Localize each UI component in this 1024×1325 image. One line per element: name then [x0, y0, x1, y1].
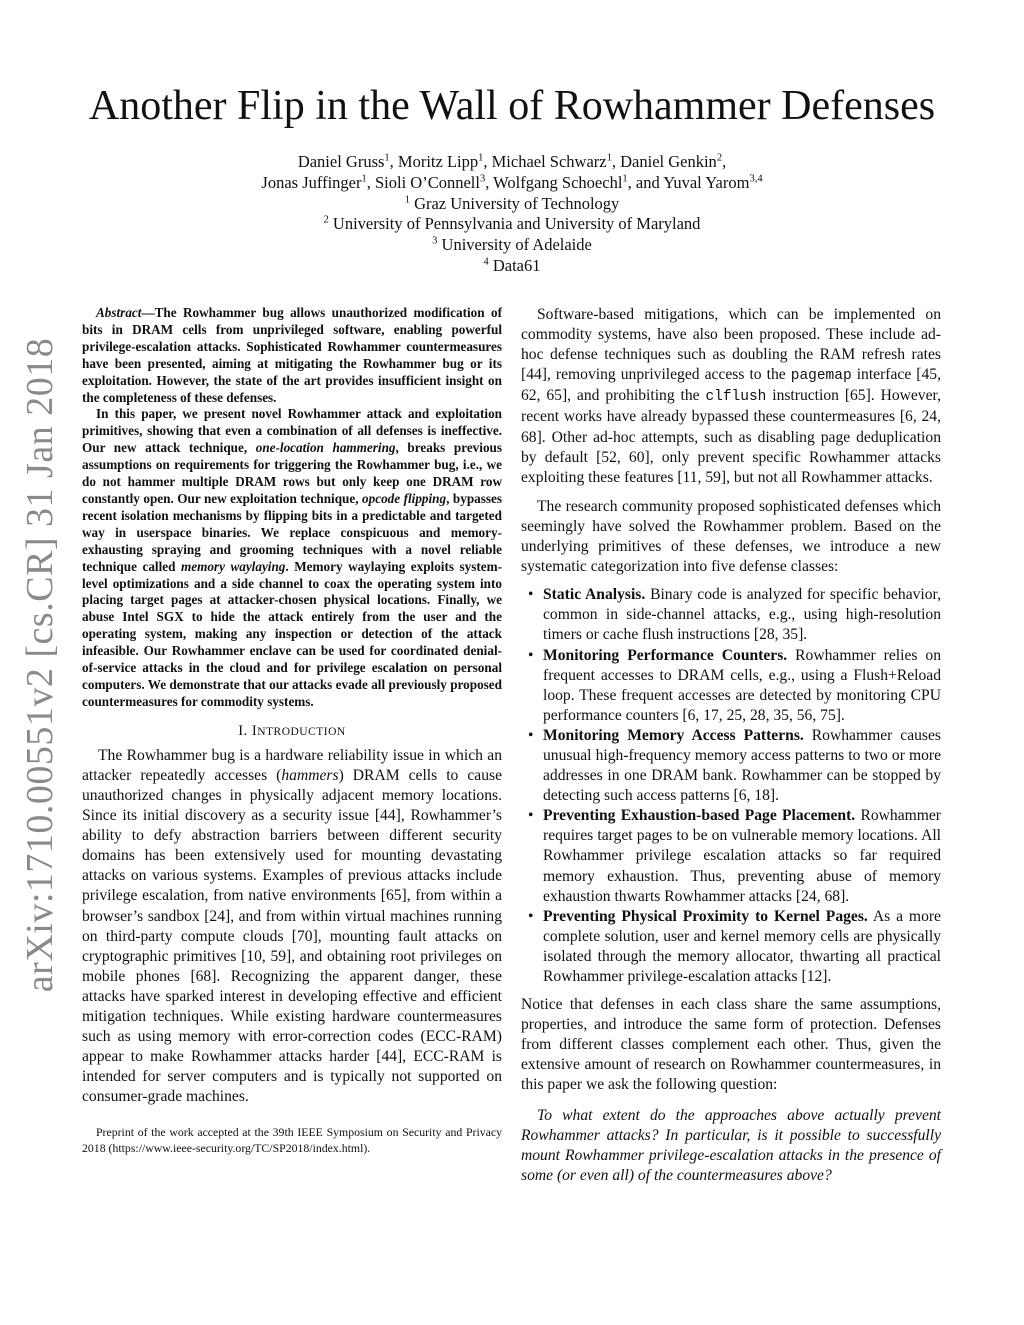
- and-word: and: [635, 172, 660, 192]
- author-line-1: Daniel Gruss$^1$, Moritz Lipp$^1$, Michael Schwarz$^1$, Daniel Genkin$^2$,: [297, 152, 727, 171]
- paper-title: Another Flip in the Wall of Rowhammer Defenses: [88, 83, 936, 129]
- affiliation-number: 4: [483, 256, 489, 268]
- author-block: [0, 152, 1024, 277]
- code-pagemap: pagemap: [790, 368, 852, 385]
- author-line-2: Jonas Juffinger$^1$, Sioli O’Connell$^3$, Wolfgang Schoechl$^1$, and Yuval Yarom$^{3,4}$: [261, 172, 763, 192]
- affiliation-line: [0, 235, 1024, 256]
- research-question: To what extent do the approaches above actually prevent Rowhammer attacks? In particular, is it possible to successfully mount Rowhammer privilege-escalation attacks in the presence of some (or even all) of the countermeasures above?: [521, 1106, 941, 1184]
- affiliation-number: 2: [323, 214, 329, 226]
- author-affiliation-mark: 1: [361, 173, 367, 185]
- mitigations-paragraph: [521, 305, 941, 488]
- abstract: [82, 305, 502, 711]
- preprint-footnote: Preprint of the work accepted at the 39th IEEE Symposium on Security and Privacy 2018 (https://www.ieee-security.org/TC/SP2018/index.html).: [82, 1125, 502, 1155]
- list-item: [521, 585, 941, 645]
- body-text: ) DRAM cells to cause unauthorized changes in physically adjacent memory locations. Since its initial discovery as a security issue [44], Rowhammer’s ability to defy abstraction barriers between different security domains has been extensively used for mounting devastating attacks on various systems. Examples of previous attacks include privilege escalation, from native environments [65], from within a browser’s sandbox [24], and from within virtual machines running on third-party compute clouds [70], mounting fault attacks on cryptographic primitives [10, 59], and obtaining root privileges on mobile phones [68]. Recognizing the apparent danger, these attacks have sparked interest in developing effective and efficient mitigation techniques. While existing hardware countermeasures such as using memory with error-correction codes (ECC-RAM) appear to make Rowhammer attacks harder [44], ECC-RAM is intended for server computers and is typically not supported on consumer-grade machines.: [82, 766, 502, 1106]
- affiliation-name: University of Pennsylvania and University of Maryland: [332, 214, 701, 234]
- section-title-rest: NTRODUCTION: [257, 725, 346, 738]
- author-affiliation-mark: 1: [606, 152, 612, 164]
- abstract-text: . Memory waylaying exploits system-level optimizations and a side channel to coax the operating system into placing target pages at attacker-chosen physical locations. Finally, we abuse Intel SGX to hide the attack entirely from the user and the operating system, making any inspection or detection of the attack infeasible. Our Rowhammer enclave can be used for coordinated denial-of-service attacks in the cloud and for privilege escalation on personal computers. We demonstrate that our attacks evade all previously proposed countermeasures for commodity systems.: [82, 558, 502, 709]
- right-column: [521, 305, 941, 1202]
- affiliation-name: Graz University of Technology: [414, 193, 620, 213]
- abstract-text: , bypasses recent isolation mechanisms by flipping bits in a predictable and targeted way in userspace binaries. We replace conspicuous and memory-exhausting spraying and grooming techniques with a novel reliable technique called: [82, 490, 502, 574]
- bullet-glyph: •: [528, 646, 534, 664]
- bullet-glyph: •: [528, 807, 534, 825]
- affiliation-name: Data61: [492, 255, 541, 275]
- term-hammers: hammers: [281, 766, 339, 784]
- affiliation-line: [0, 256, 1024, 277]
- list-item-text: Rowhammer causes unusual high-frequency memory access patterns to two or more addresses in one DRAM bank. Rowhammer can be stopped by detecting such access patterns [6, 18].: [543, 726, 941, 805]
- author-affiliation-mark: 1: [384, 152, 390, 164]
- affiliation-number: 3: [432, 235, 438, 247]
- body-text: Software-based mitigations, which can be implemented on commodity systems, have also been proposed. These include ad-hoc defense techniques such as doubling the RAM refresh rates [44], removing unprivileged access to the: [521, 306, 941, 384]
- abstract-paragraph-2: [82, 406, 502, 710]
- list-item-heading: Preventing Exhaustion-based Page Placement.: [543, 807, 856, 825]
- author-name: Daniel Gruss: [297, 152, 385, 171]
- intro-paragraph-1: [82, 746, 502, 1108]
- bullet-glyph: •: [528, 907, 534, 925]
- section-title-initial: I: [251, 722, 258, 739]
- section-number: I.: [238, 722, 248, 739]
- abstract-paragraph-1: [82, 305, 502, 406]
- author-name: Sioli O’Connell: [374, 172, 480, 192]
- author-name: Daniel Genkin: [620, 152, 717, 171]
- list-item-text: As a more complete solution, user and kernel memory cells are physically isolated through the memory allocator, thwarting all practical Rowhammer privilege-escalation attacks [12].: [543, 907, 941, 985]
- bullet-glyph: •: [528, 726, 534, 744]
- affiliation-name: University of Adelaide: [441, 235, 592, 255]
- research-community-paragraph: The research community proposed sophisticated defenses which seemingly have solved the Rowhammer problem. Based on the underlying primitives of these defenses, we introduce a new systematic categorization into five defense classes:: [521, 497, 941, 576]
- code-clflush: clflush: [705, 389, 767, 406]
- body-text: interface [45, 62, 65], and prohibiting the: [521, 366, 941, 405]
- term-memory-waylaying: memory waylaying: [180, 558, 286, 574]
- author-affiliation-mark: 2: [716, 152, 723, 164]
- term-opcode-flipping: opcode flipping: [362, 490, 447, 506]
- defense-classes-list: [521, 585, 941, 987]
- affiliation-line: [0, 214, 1024, 235]
- list-item: [521, 907, 941, 987]
- author-name: Michael Schwarz: [491, 152, 607, 171]
- author-affiliation-mark: 1: [478, 152, 484, 164]
- body-text: instruction [65]. However, recent works have already bypassed these countermeasures [6, 24, 68]. Other ad-hoc attempts, such as disabling page deduplication by default [52, 60], only prevent specific Rowhammer attacks exploiting these features [11, 59], but not all Rowhammer attacks.: [521, 387, 941, 486]
- arxiv-stamp-text: arXiv:1710.00551v2 [cs.CR] 31 Jan 2018: [19, 337, 61, 993]
- bullet-glyph: •: [528, 586, 534, 604]
- author-affiliation-mark: 3: [479, 173, 486, 185]
- list-item-heading: Preventing Physical Proximity to Kernel Pages.: [543, 907, 868, 925]
- left-column: [82, 305, 502, 1168]
- list-item-text: Rowhammer requires target pages to be on vulnerable memory locations. All Rowhammer privilege escalation attacks so far required memory exhaustion. Thus, preventing abuse of memory exhaustion thwarts Rowhammer attacks [24, 68].: [543, 807, 941, 905]
- list-item-heading: Monitoring Memory Access Patterns.: [543, 726, 804, 744]
- author-name: Wolfgang Schoechl: [493, 172, 623, 192]
- author-name: Yuval Yarom: [663, 172, 750, 192]
- abstract-text: , breaks previous assumptions on requirements for triggering the Rowhammer bug, i.e., we do not hammer multiple DRAM rows but only keep one DRAM row constantly open. Our new exploitation technique,: [82, 440, 503, 506]
- notice-paragraph: Notice that defenses in each class share the same assumptions, properties, and introduce the same form of protection. Defenses from different classes complement each other. Thus, given the extensive amount of research on Rowhammer countermeasures, in this paper we ask the following question:: [521, 996, 941, 1094]
- list-item-text: Rowhammer relies on frequent accesses to DRAM cells, e.g., using a Flush+Reload loop. These frequent accesses are detected by monitoring CPU performance counters [6, 17, 25, 28, 35, 56, 75].: [543, 646, 942, 724]
- affiliation-number: 1: [404, 194, 410, 206]
- list-item: [521, 806, 941, 906]
- body-text: The Rowhammer bug is a hardware reliability issue in which an attacker repeatedly accesses (: [82, 746, 502, 784]
- list-item-text: Binary code is analyzed for specific behavior, common in side-channel attacks, e.g., using high-resolution timers or cache flush instructions [28, 35].: [543, 586, 942, 644]
- abstract-label: Abstract: [96, 305, 142, 320]
- list-item-heading: Static Analysis.: [543, 586, 646, 604]
- abstract-text: In this paper, we present novel Rowhammer attack and exploitation primitives, showing that even a combination of all defenses is ineffective. Our new attack technique,: [82, 406, 502, 456]
- author-affiliation-mark: 3,4: [749, 173, 763, 185]
- abstract-text: —The Rowhammer bug allows unauthorized modification of bits in DRAM cells from unprivileged software, enabling powerful privilege-escalation attacks. Sophisticated Rowhammer countermeasures have been presented, aiming at mitigating the Rowhammer bug or its exploitation. However, the state of the art provides insufficient insight on the completeness of these defenses.: [82, 305, 502, 405]
- list-item-heading: Monitoring Performance Counters.: [543, 646, 788, 664]
- author-name: Moritz Lipp: [397, 152, 479, 171]
- section-heading-introduction: [82, 723, 502, 740]
- list-item: [521, 646, 941, 726]
- author-affiliation-mark: 1: [622, 173, 628, 185]
- author-name: Jonas Juffinger: [261, 172, 362, 192]
- list-item: [521, 726, 941, 806]
- term-one-location-hammering: one-location hammering: [255, 440, 396, 456]
- affiliation-line: [0, 194, 1024, 215]
